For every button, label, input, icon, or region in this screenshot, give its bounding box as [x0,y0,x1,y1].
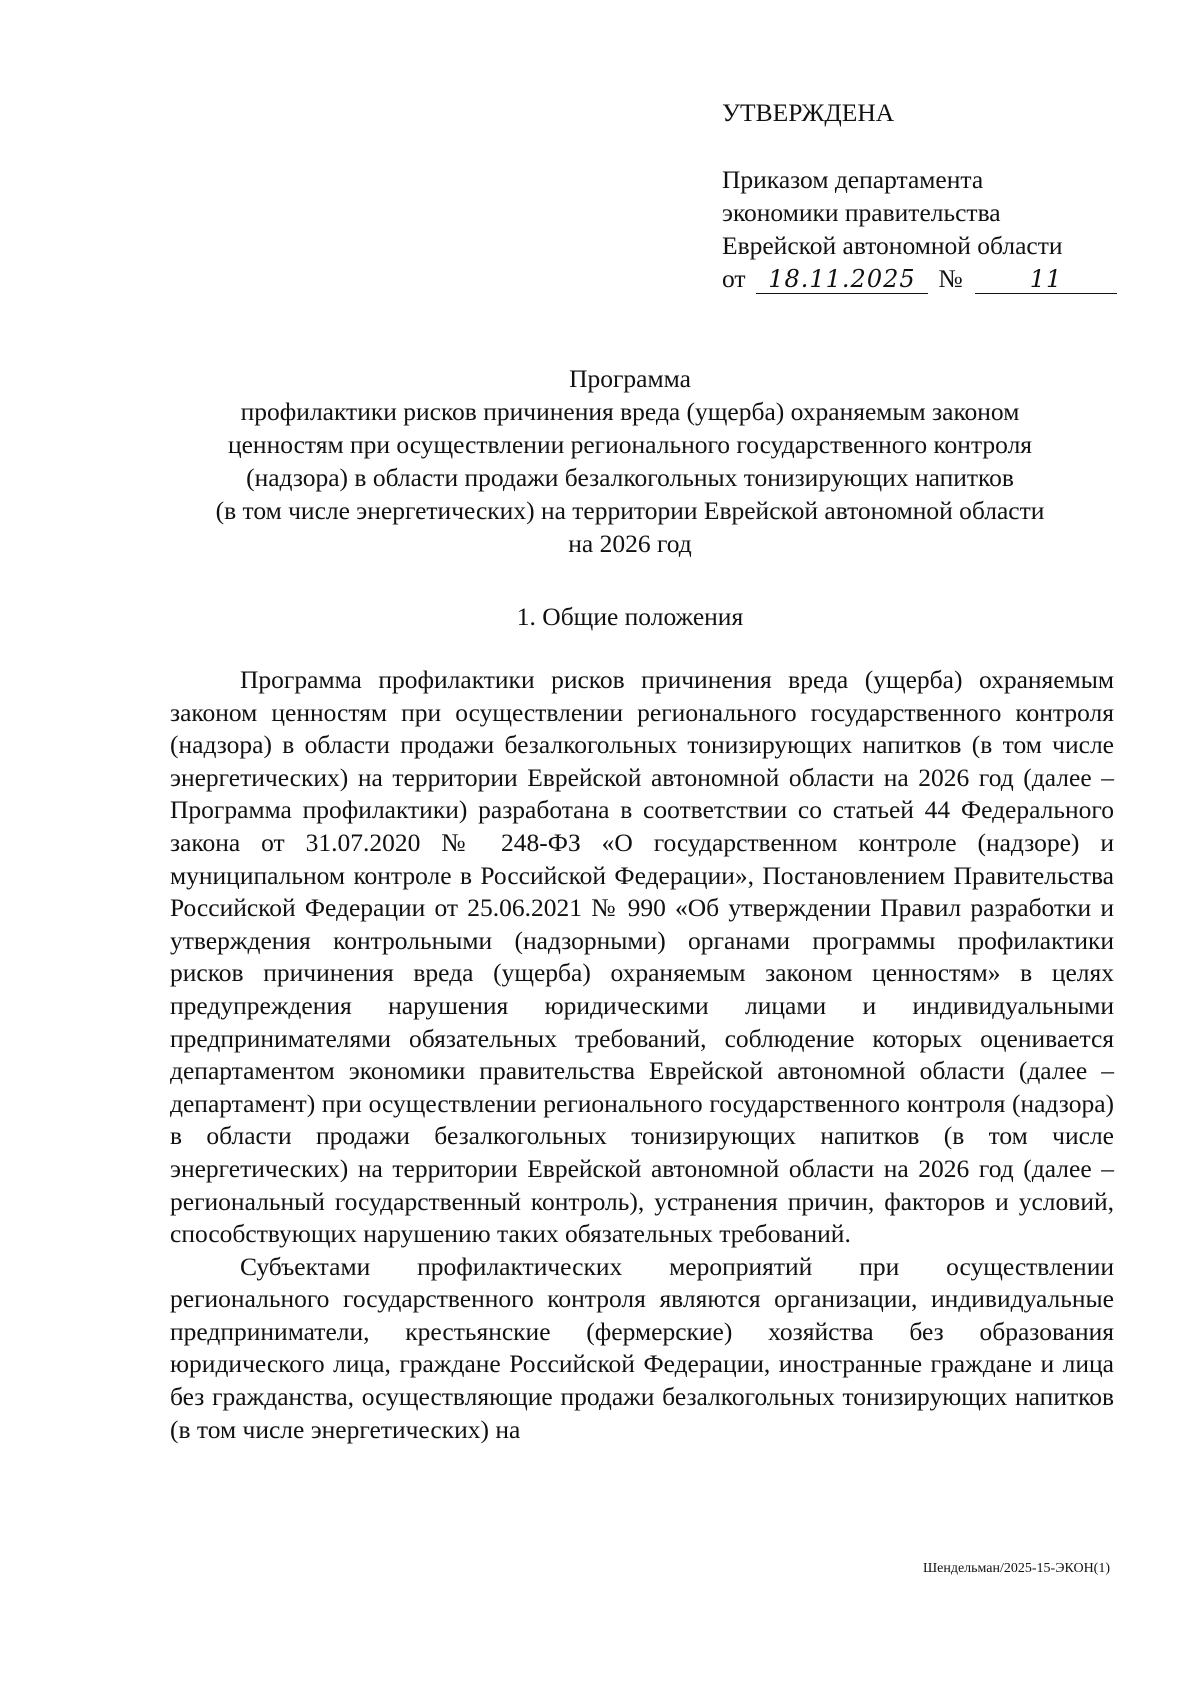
approval-line-1: Приказом департамента [722,165,984,194]
approval-title: УТВЕРЖДЕНА [722,98,895,127]
handwritten-date: 18.11.2025 [756,265,928,294]
program-title-line-3: ценностям при осуществлении регионального государственного контроля [227,430,1033,459]
section-body [170,664,1114,1446]
program-title-line-5: (в том числе энергетических) на территории Еврейской автономной области [215,496,1045,525]
handwritten-number: 11 [975,265,1117,294]
program-title-line-2: профилактики рисков причинения вреда (ущерба) охраняемым законом [240,397,1020,426]
program-title [150,362,1110,560]
section-heading: 1. Общие положения [516,602,744,631]
number-label: № [938,264,963,293]
approval-line-2: экономики правительства [722,198,1001,227]
program-title-line-4: (надзора) в области продажи безалкогольных тонизирующих напитков [246,463,1014,492]
approval-line-3: Еврейской автономной области [722,231,1063,260]
from-label: от [722,264,746,293]
approval-date-row [722,262,1122,295]
program-title-line-1: Программа [569,364,691,393]
approval-block [722,96,1122,295]
paragraph-1: Программа профилактики рисков причинения вреда (ущерба) охраняемым законом ценностям при осуществлении регионального государственного контроля (надзора) в области продажи безалкогольных тонизирующих напитков (в том числе энергетических) на территории Еврейской автономной области на 2026 год (далее – Программа профилактики) разработана в соответствии со статьей 44 Федерального закона от 31.07.2020 № 248-ФЗ «О государственном контроле (надзоре) и муниципальном контроле в Российской Федерации», Постановлением Правительства Российской Федерации от 25.06.2021 № 990 «Об утверждении Правил разработки и утверждения контрольными (надзорными) органами программы профилактики рисков причинения вреда (ущерба) охраняемым законом ценностям» в целях предупреждения нарушения юридическими лицами и индивидуальными предпринимателями обязательных требований, соблюдение которых оценивается департаментом экономики правительства Еврейской автономной области (далее – департамент) при осуществлении регионального государственного контроля (надзора) в области продажи безалкогольных тонизирующих напитков (в том числе энергетических) на территории Еврейской автономной области на 2026 год (далее – региональный государственный контроль), устранения причин, факторов и условий, способствующих нарушению таких обязательных требований. [170,665,1114,1249]
document-code: Шендельман/2025-15-ЭКОН(1) [923,1561,1110,1576]
program-title-line-6: на 2026 год [568,529,692,558]
paragraph-2: Субъектами профилактических мероприятий при осуществлении регионального государственного контроля являются организации, индивидуальные предприниматели, крестьянские (фермерские) хозяйства без образования юридического лица, граждане Российской Федерации, иностранные граждане и лица без гражданства, осуществляющие продажи безалкогольных тонизирующих напитков (в том числе энергетических) на [170,1251,1114,1444]
